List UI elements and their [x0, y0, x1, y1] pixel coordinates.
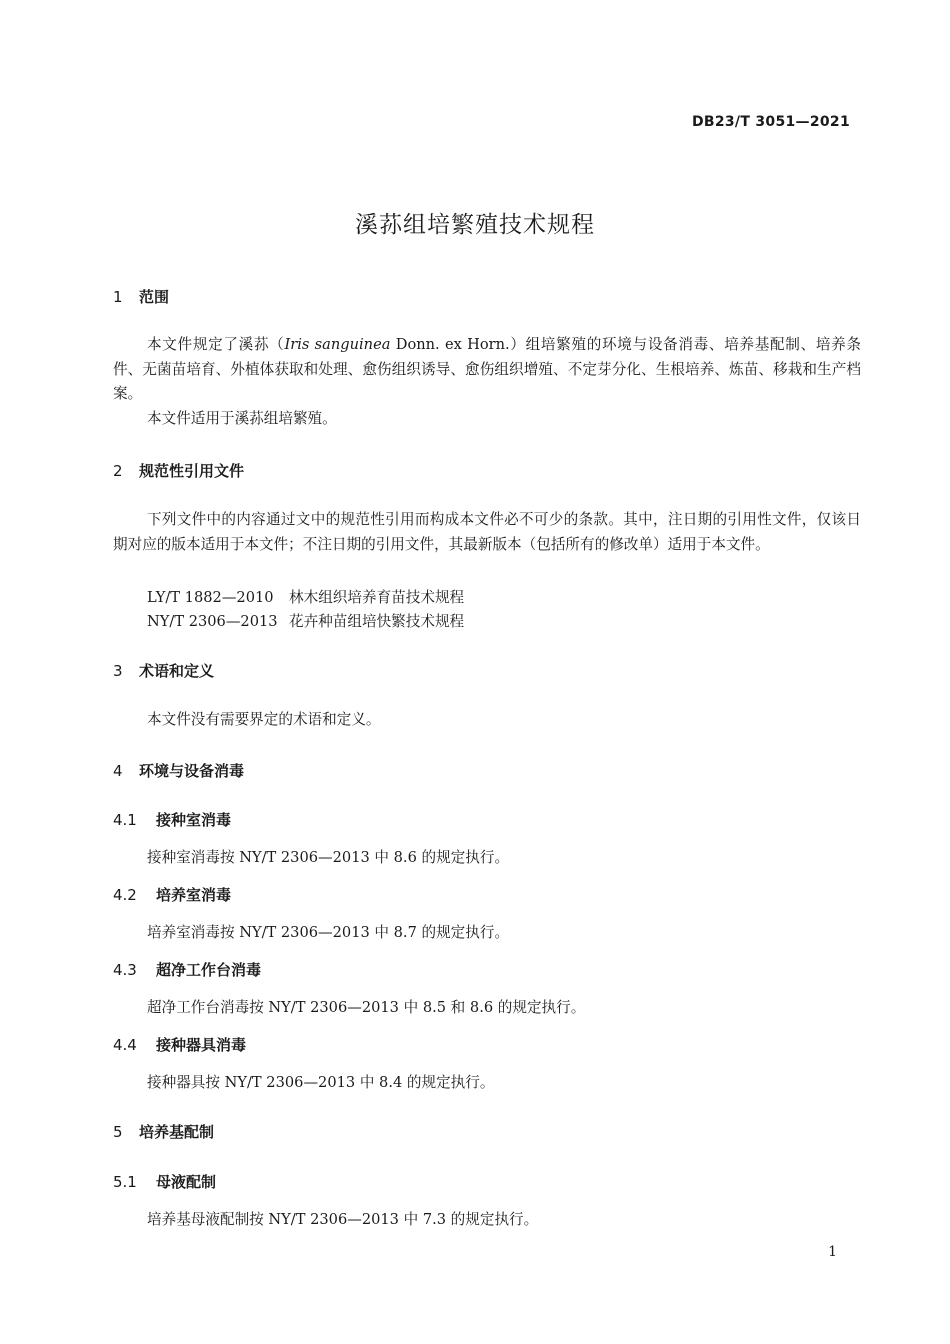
section-number: 3 — [113, 662, 123, 680]
subsection-4-1-text: 接种室消毒按 NY/T 2306—2013 中 8.6 的规定执行。 — [147, 849, 510, 866]
reference-item — [147, 586, 464, 607]
subsection-4-3-heading — [113, 959, 261, 980]
subsection-number: 4.2 — [113, 886, 137, 904]
latin-species-name: Iris sanguinea — [284, 336, 391, 353]
section-title: 环境与设备消毒 — [139, 762, 245, 780]
subsection-title: 接种器具消毒 — [156, 1036, 247, 1054]
section-5-heading — [113, 1121, 214, 1142]
section-number: 5 — [113, 1123, 123, 1141]
section-title: 范围 — [139, 288, 170, 306]
text-run: Donn. ex Horn.）组培繁殖的环境与设备消毒、培养基配制、培养条件、无菌苗培育、外植体获取和处理、愈伤组织诱导、愈伤组织增殖、不定芽分化、生根培养、炼苗、移栽和生产档案。 — [113, 336, 861, 402]
section-title: 术语和定义 — [139, 662, 215, 680]
subsection-4-4-text: 接种器具按 NY/T 2306—2013 中 8.4 的规定执行。 — [147, 1074, 495, 1091]
subsection-4-4-heading — [113, 1034, 246, 1055]
subsection-4-2-heading — [113, 884, 231, 905]
section-3-paragraph-1: 本文件没有需要界定的术语和定义。 — [147, 711, 381, 728]
subsection-5-1-heading — [113, 1171, 216, 1192]
reference-item — [147, 610, 464, 631]
subsection-title: 母液配制 — [156, 1173, 217, 1191]
subsection-title: 超净工作台消毒 — [156, 961, 262, 979]
subsection-4-3-text: 超净工作台消毒按 NY/T 2306—2013 中 8.5 和 8.6 的规定执行。 — [147, 999, 586, 1016]
section-3-heading — [113, 660, 214, 681]
subsection-5-1-text: 培养基母液配制按 NY/T 2306—2013 中 7.3 的规定执行。 — [147, 1211, 539, 1228]
subsection-number: 4.4 — [113, 1036, 137, 1054]
subsection-number: 4.3 — [113, 961, 137, 979]
reference-code: NY/T 2306—2013 — [147, 613, 278, 630]
subsection-title: 培养室消毒 — [156, 886, 232, 904]
reference-code: LY/T 1882—2010 — [147, 589, 274, 606]
section-number: 4 — [113, 762, 123, 780]
section-1-heading — [113, 286, 169, 307]
subsection-number: 4.1 — [113, 811, 137, 829]
text-run: 本文件规定了溪荪（ — [147, 336, 285, 353]
section-2-heading — [113, 460, 244, 481]
reference-name: 花卉种苗组培快繁技术规程 — [289, 613, 465, 630]
document-title: 溪荪组培繁殖技术规程 — [355, 212, 595, 238]
section-number: 1 — [113, 288, 123, 306]
subsection-number: 5.1 — [113, 1173, 137, 1191]
section-number: 2 — [113, 462, 123, 480]
document-code: DB23/T 3051—2021 — [691, 114, 850, 130]
section-2-paragraph-1: 下列文件中的内容通过文中的规范性引用而构成本文件必不可少的条款。其中，注日期的引用性文件，仅该日期对应的版本适用于本文件；不注日期的引用文件，其最新版本（包括所有的修改单）适用于本文件。 — [113, 511, 861, 553]
page-number: 1 — [828, 1244, 837, 1260]
reference-name: 林木组织培养育苗技术规程 — [289, 589, 465, 606]
section-1-paragraph-2: 本文件适用于溪荪组培繁殖。 — [147, 410, 337, 427]
subsection-4-1-heading — [113, 809, 231, 830]
subsection-title: 接种室消毒 — [156, 811, 232, 829]
section-1-paragraph-1 — [113, 333, 861, 407]
section-4-heading — [113, 760, 244, 781]
subsection-4-2-text: 培养室消毒按 NY/T 2306—2013 中 8.7 的规定执行。 — [147, 924, 510, 941]
section-title: 规范性引用文件 — [139, 462, 245, 480]
section-title: 培养基配制 — [139, 1123, 215, 1141]
